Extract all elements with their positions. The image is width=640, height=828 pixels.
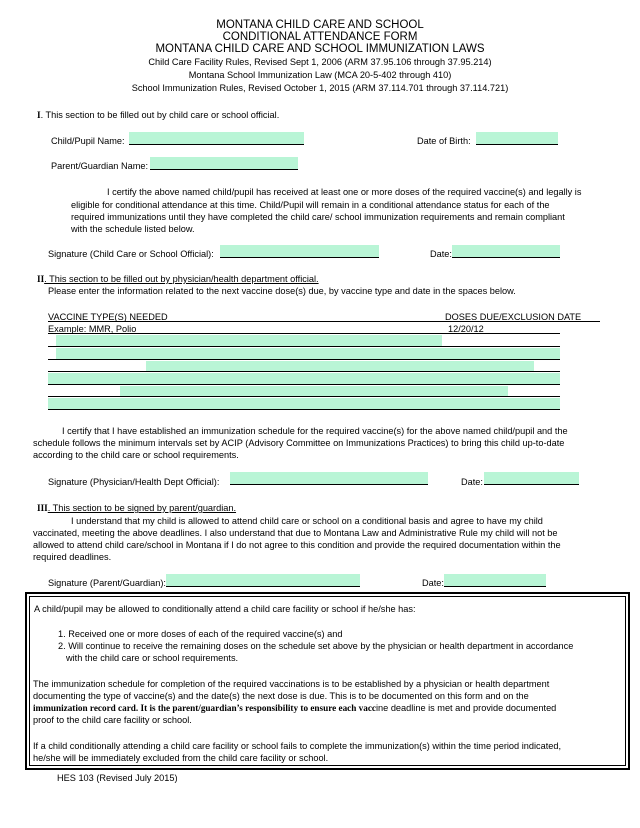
column-header-rule xyxy=(48,321,600,322)
info-para1-line1: The immunization schedule for completion of the required vaccinations is to be established by a physician or health department xyxy=(33,679,550,689)
section2-certify-line3: according to the child care or school requirements. xyxy=(33,450,239,460)
section3-para-line2: vaccinated, meeting the above deadlines. I also understand that due to Montana Law and Administrative Rule my child will not be xyxy=(33,528,558,538)
schedule-row-5[interactable] xyxy=(120,386,508,396)
schedule-row-1-rule xyxy=(48,346,560,347)
official-signature-field[interactable] xyxy=(220,245,379,258)
schedule-row-6[interactable] xyxy=(48,398,560,409)
section1-certify-line2: eligible for conditional attendance at this time. Child/Pupil will remain in a conditional attendance status for each of the xyxy=(71,200,550,210)
rule-reference-3: School Immunization Rules, Revised October 1, 2015 (ARM 37.114.701 through 37.114.721) xyxy=(131,83,509,93)
example-date: 12/20/12 xyxy=(448,324,484,334)
official-date-label: Date: xyxy=(430,249,452,259)
parent-date-field[interactable] xyxy=(444,574,546,587)
parent-date-label: Date: xyxy=(422,578,444,588)
section1-certify-line1: I certify the above named child/pupil has received at least one or more doses of the required vaccine(s) and legally is xyxy=(107,187,582,197)
info-para1-line3: immunization record card. It is the parent/guardian’s responsibility to ensure each vaccine deadline is met and provide documented xyxy=(33,703,557,713)
schedule-row-4-rule xyxy=(48,384,560,385)
schedule-row-3-rule xyxy=(48,371,560,372)
dob-field[interactable] xyxy=(476,132,558,145)
vaccine-type-column-header: VACCINE TYPE(S) NEEDED xyxy=(48,312,168,322)
section3-heading: III. This section to be signed by parent/guardian. xyxy=(37,503,237,513)
child-name-label: Child/Pupil Name: xyxy=(51,136,125,146)
child-name-field[interactable] xyxy=(129,132,304,145)
form-title-line3: MONTANA CHILD CARE AND SCHOOL IMMUNIZATION LAWS xyxy=(155,43,485,55)
section1-certify-line3: required immunizations until they have completed the child care/ school immunization requirements and remain compliant xyxy=(71,212,565,222)
example-vaccine: Example: MMR, Polio xyxy=(48,324,137,334)
info-para1-line4: proof to the child care facility or school. xyxy=(33,715,192,725)
dob-label: Date of Birth: xyxy=(417,136,471,146)
section2-instructions: Please enter the information related to the next vaccine dose(s) due, by vaccine type and date in the spaces below. xyxy=(48,286,516,296)
physician-signature-field[interactable] xyxy=(230,472,428,485)
form-id: HES 103 (Revised July 2015) xyxy=(57,773,178,783)
doses-due-column-header: DOSES DUE/EXCLUSION DATE xyxy=(445,312,582,322)
section3-para-line4: required deadlines. xyxy=(33,552,112,562)
section2-certify-line1: I certify that I have established an immunization schedule for the required vaccine(s) for the above named child/pupil and the xyxy=(62,426,568,436)
section2-certify-line2: schedule follows the minimum intervals set by ACIP (Advisory Committee on Immunizations Practices) to bring this child up-to-date xyxy=(33,438,565,448)
info-para1-line2: documenting the type of vaccine(s) and the date(s) the next dose is due. This is to be documented on this form and on the xyxy=(33,691,529,701)
schedule-row-3[interactable] xyxy=(146,361,534,371)
form-title-line2: CONDITIONAL ATTENDANCE FORM xyxy=(222,31,418,43)
schedule-row-2-rule xyxy=(48,359,560,360)
schedule-row-6-rule xyxy=(48,409,560,410)
section2-heading: II. This section to be filled out by physician/health department official. xyxy=(37,274,319,284)
section1-certify-line4: with the schedule listed below. xyxy=(71,224,195,234)
info-intro: A child/pupil may be allowed to conditionally attend a child care facility or school if he/she has: xyxy=(34,604,416,614)
info-para2-line1: If a child conditionally attending a child care facility or school fails to complete the immunization(s) within the time period indicated, xyxy=(33,741,562,751)
schedule-row-4[interactable] xyxy=(48,373,560,384)
example-rule xyxy=(48,333,560,334)
schedule-row-1-vaccine[interactable] xyxy=(56,335,442,346)
physician-signature-label: Signature (Physician/Health Dept Official): xyxy=(48,477,220,487)
schedule-row-2[interactable] xyxy=(56,348,560,359)
section3-para-line3: allowed to attend child care/school in Montana if I do not agree to this condition and provide the required documentation within the xyxy=(33,540,561,550)
section3-para-line1: I understand that my child is allowed to attend child care or school on a conditional basis and agree to have my child xyxy=(71,516,543,526)
parent-name-label: Parent/Guardian Name: xyxy=(51,161,149,171)
info-para2-line2: he/she will be immediately excluded from the child care facility or school. xyxy=(33,753,329,763)
parent-signature-field[interactable] xyxy=(166,574,360,587)
info-item-1: 1. Received one or more doses of each of the required vaccine(s) and xyxy=(58,629,343,639)
official-date-field[interactable] xyxy=(452,245,560,258)
rule-reference-1: Child Care Facility Rules, Revised Sept 1, 2006 (ARM 37.95.106 through 37.95.214) xyxy=(148,57,492,67)
rule-reference-2: Montana School Immunization Law (MCA 20-5-402 through 410) xyxy=(188,70,452,80)
physician-date-field[interactable] xyxy=(484,472,579,485)
parent-name-field[interactable] xyxy=(150,157,298,170)
info-item-2-line1: 2. Will continue to receive the remaining doses on the schedule set above by the physician or health department in accordance xyxy=(58,641,574,651)
info-item-2-line2: with the child care or school requirements. xyxy=(66,653,239,663)
schedule-row-5-rule xyxy=(48,396,560,397)
official-signature-label: Signature (Child Care or School Official): xyxy=(48,249,214,259)
physician-date-label: Date: xyxy=(461,477,483,487)
section1-heading: I. This section to be filled out by child care or school official. xyxy=(37,110,280,120)
parent-signature-label: Signature (Parent/Guardian): xyxy=(48,578,166,588)
form-title-line1: MONTANA CHILD CARE AND SCHOOL xyxy=(216,19,424,31)
